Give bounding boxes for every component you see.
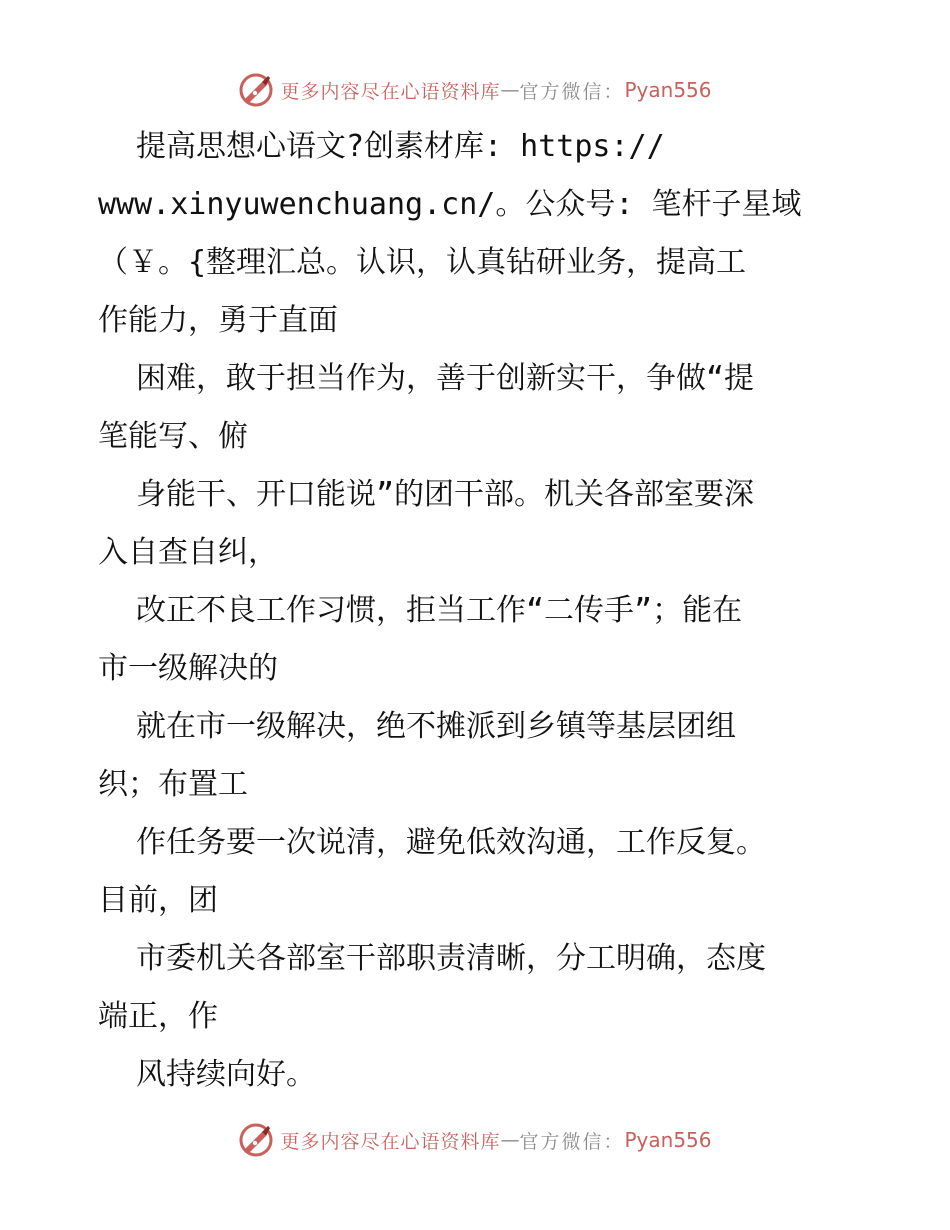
body-line: 身能干、开口能说”的团干部。机关各部室要深 — [136, 477, 755, 512]
body-line: 目前，团 — [98, 883, 218, 918]
banner-wechat-label: 官方微信： — [519, 1130, 625, 1153]
pen-logo-icon — [238, 72, 274, 108]
body-line: 作任务要一次说清，避免低效沟通，工作反复。 — [136, 825, 766, 860]
banner-wechat-label: 官方微信： — [519, 80, 625, 103]
body-line: 市一级解决的 — [98, 651, 278, 686]
banner-wechat-id: Pyan556 — [624, 78, 712, 102]
body-line: 市委机关各部室干部职责清晰，分工明确，态度 — [136, 941, 766, 976]
body-line: 风持续向好。 — [136, 1057, 316, 1092]
banner-text: 更多内容尽在心语资料库 — [280, 80, 501, 103]
body-line: 困难，敢于担当作为，善于创新实干，争做“提 — [136, 361, 755, 396]
body-line: （￥。{整理汇总。认识，认真钻研业务，提高工 — [98, 245, 747, 280]
body-line: 提高思想心语文?创素材库: https:// — [136, 129, 665, 164]
body-line: 织；布置工 — [98, 767, 248, 802]
document-body — [98, 118, 858, 1104]
header-banner — [0, 70, 950, 110]
body-line: 就在市一级解决，绝不摊派到乡镇等基层团组 — [136, 709, 736, 744]
pen-logo-icon — [238, 1122, 274, 1158]
footer-banner — [0, 1120, 950, 1160]
banner-dash: — — [500, 1129, 520, 1151]
body-line: 端正，作 — [98, 999, 218, 1034]
body-line: 笔能写、俯 — [98, 419, 248, 454]
body-line: 入自查自纠， — [98, 535, 278, 570]
banner-text: 更多内容尽在心语资料库 — [280, 1130, 501, 1153]
body-line: 作能力，勇于直面 — [98, 303, 338, 338]
body-line: 改正不良工作习惯，拒当工作“二传手”；能在 — [136, 593, 743, 628]
banner-dash: — — [500, 79, 520, 101]
banner-wechat-id: Pyan556 — [624, 1128, 712, 1152]
body-line: www.xinyuwenchuang.cn/。公众号: 笔杆子星域 — [98, 187, 802, 222]
